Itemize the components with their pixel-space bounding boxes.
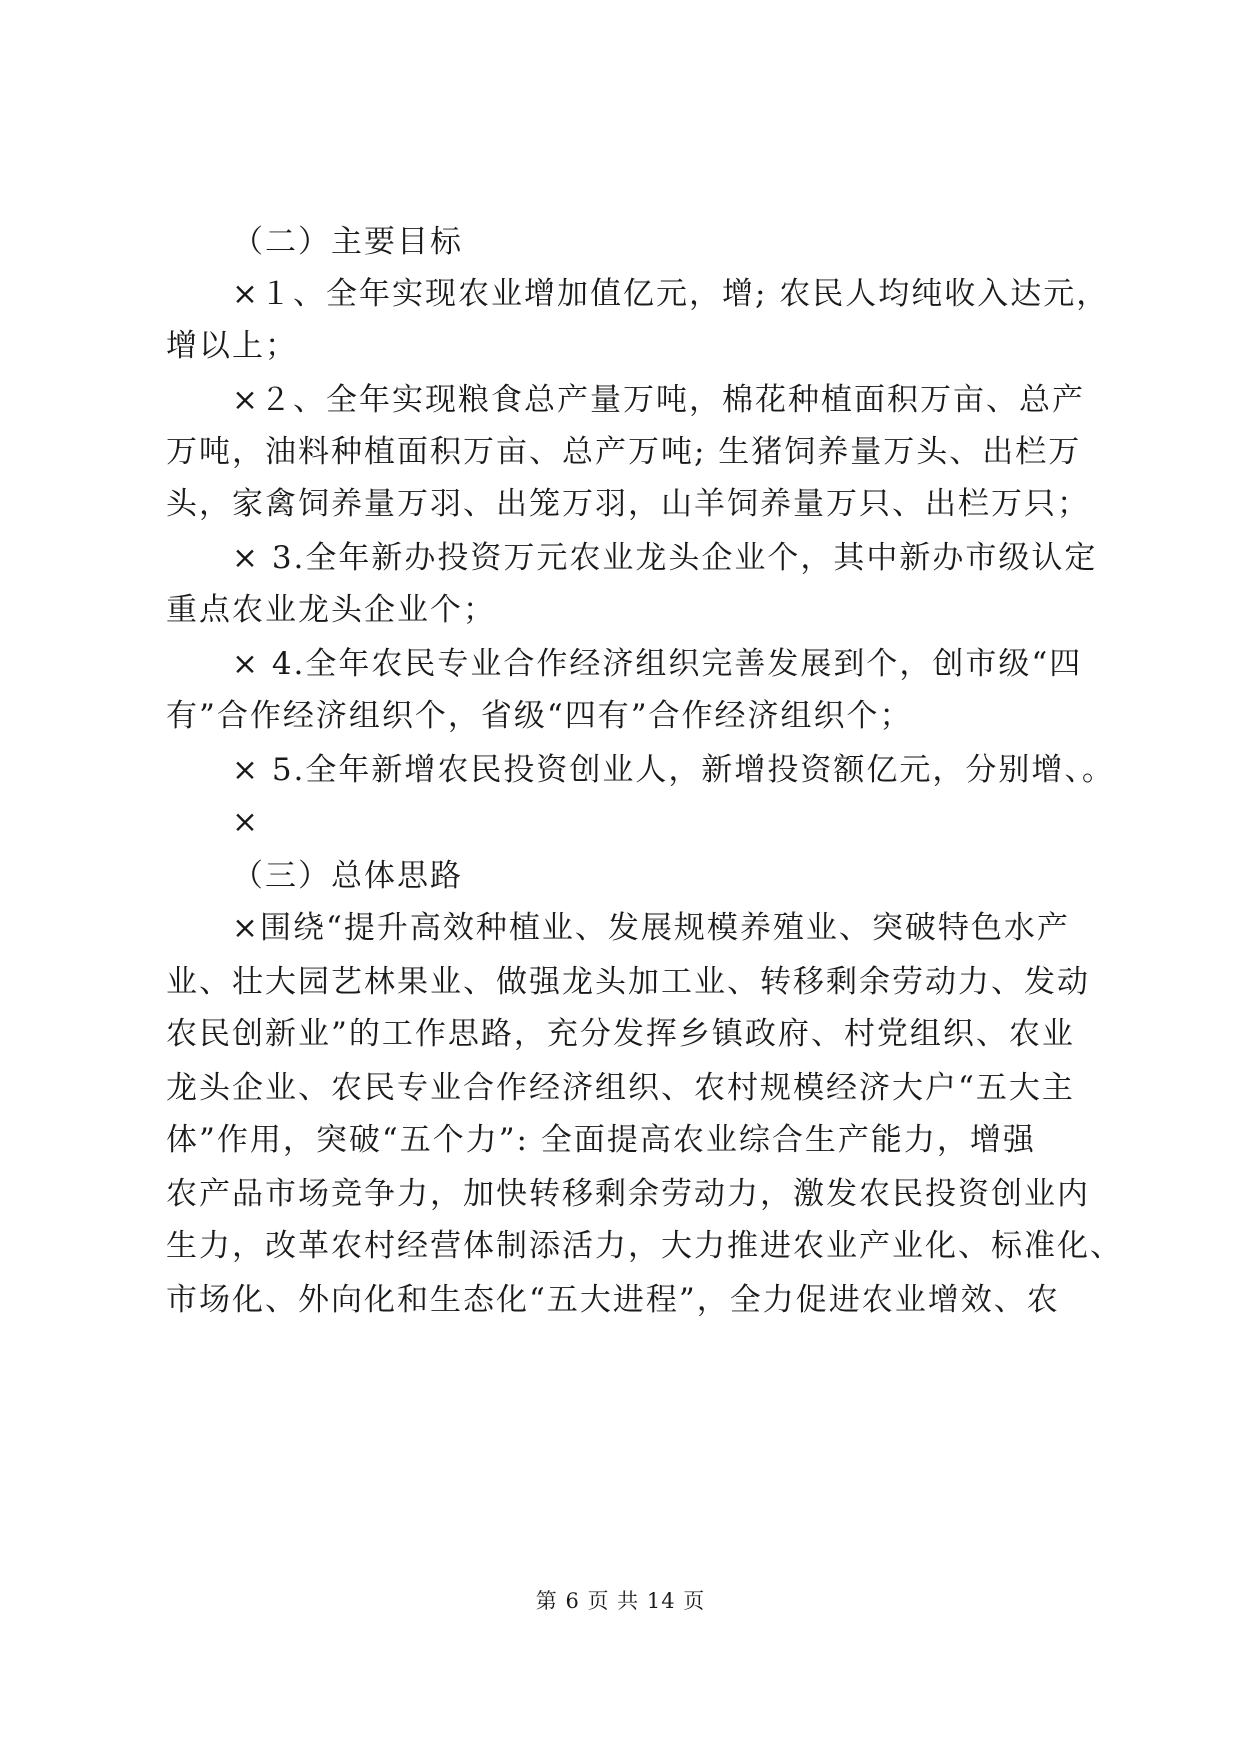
paragraph-line: ×围绕“提升高效种植业、发展规模养殖业、突破特色水产	[232, 910, 1070, 946]
paragraph-line: 农产品市场竞争力，加快转移剩余劳动力，激发农民投资创业内	[166, 1176, 1090, 1212]
page-number-footer: 第 6 页 共 14 页	[535, 1589, 706, 1613]
paragraph-line: 头，家禽饲养量万羽、出笼万羽，山羊饲养量万只、出栏万只；	[166, 486, 1090, 522]
paragraph-line: × 3.全年新办投资万元农业龙头企业个，其中新办市级认定	[232, 540, 1098, 576]
section-heading-main-goals: （二）主要目标	[232, 224, 463, 260]
paragraph-line: × 5.全年新增农民投资创业人，新增投资额亿元，分别增、。	[232, 752, 1115, 788]
paragraph-line: 体”作用，突破“五个力”: 全面提高农业综合生产能力，增强	[166, 1122, 1036, 1158]
paragraph-line: 业、壮大园艺林果业、做强龙头加工业、转移剩余劳动力、发动	[166, 964, 1090, 1000]
paragraph-line: 农民创新业”的工作思路，充分发挥乡镇政府、村党组织、农业	[166, 1016, 1075, 1052]
paragraph-line: × 4.全年农民专业合作经济组织完善发展到个，创市级“四	[232, 646, 1083, 682]
paragraph-line: ×２、全年实现粮食总产量万吨，棉花种植面积万亩、总产	[232, 382, 1085, 418]
paragraph-line: 重点农业龙头企业个；	[166, 592, 496, 628]
paragraph-line: ×	[232, 804, 260, 840]
paragraph-line: 增以上；	[166, 328, 298, 364]
paragraph-line: 万吨，油料种植面积万亩、总产万吨; 生猪饲养量万头、出栏万	[166, 434, 1082, 470]
section-heading-overall-approach: （三）总体思路	[232, 858, 463, 894]
paragraph-line: 市场化、外向化和生态化“五大进程”，全力促进农业增效、农	[166, 1282, 1060, 1318]
paragraph-line: 生力，改革农村经营体制添活力，大力推进农业产业化、标准化、	[166, 1228, 1123, 1264]
paragraph-line: 龙头企业、农民专业合作经济组织、农村规模经济大户“五大主	[166, 1070, 1075, 1106]
paragraph-line: ×１、全年实现农业增加值亿元，增; 农民人均纯收入达元，	[232, 276, 1110, 312]
paragraph-line: 有”合作经济组织个，省级“四有”合作经济组织个；	[166, 698, 913, 734]
